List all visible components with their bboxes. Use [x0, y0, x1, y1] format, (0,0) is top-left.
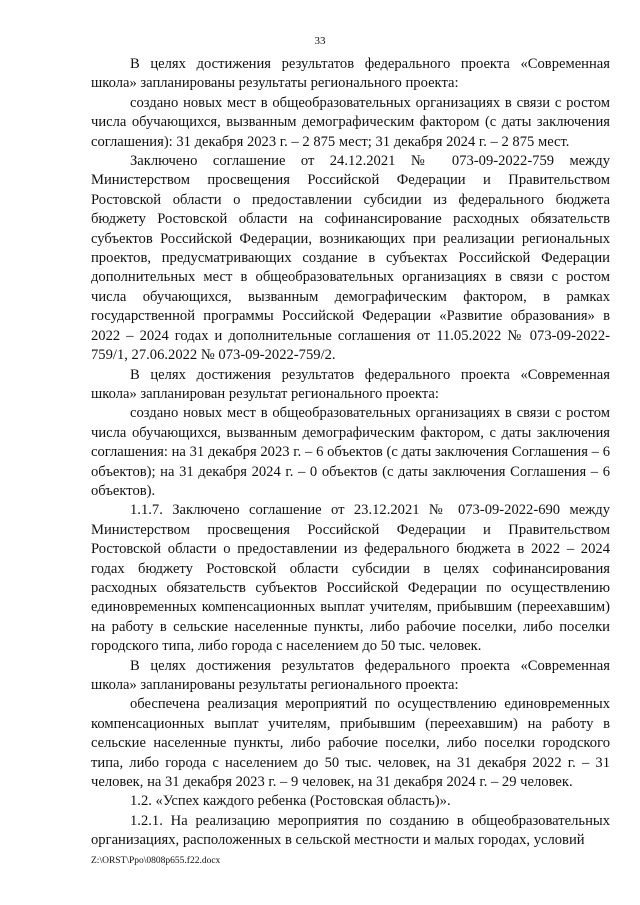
paragraph: обеспечена реализация мероприятий по осуществлению единовременных компенсационных выплат учителям, прибывшим (переехавшим) на работу в сельские населенные пункты, либо рабочие поселки, либо поселки городского типа, либо города с населением до 50 тыс. человек, на 31 декабря 2022 г. – 31 человек, на 31 декабря 2023 г. – 9 человек, на 31 декабря 2024 г. – 29 человек. [91, 696, 610, 791]
paragraph: создано новых мест в общеобразовательных организациях в связи с ростом числа обучающихся, вызванным демографическим фактором, с даты заключения соглашения: на 31 декабря 2023 г. – 6 объектов (с даты заключения Соглашения – 6 объектов); на 31 декабря 2024 г. – 0 объектов (с даты заключения Соглашения – 6 объектов). [91, 405, 610, 499]
paragraph: Заключено соглашение от 24.12.2021 № 073-09-2022-759 между Министерством просвещения Российской Федерации и Правительством Ростовской области о предоставлении субсидии из федерального бюджета бюджету Ростовской области на софинансирование расходных обязательств субъектов Российской Федерации, возникающих при реализации региональных проектов, предусматривающих создание в субъектах Российской Федерации дополнительных мест в общеобразовательных организациях в связи с ростом числа обучающихся, вызванным демографическим фактором, в рамках государственной программы Российской Федерации «Развитие образования» в 2022 – 2024 годах и дополнительные соглашения от 11.05.2022 № 073-09-2022-759/1, 27.06.2022 № 073-09-2022-759/2. [91, 153, 610, 364]
paragraph: В целях достижения результатов федерального проекта «Современная школа» запланированы результаты регионального проекта: [91, 657, 610, 693]
paragraph: создано новых мест в общеобразовательных организациях в связи с ростом числа обучающихся, вызванным демографическим фактором (с даты заключения соглашения): 31 декабря 2023 г. – 2 875 мест; 31 декабря 2024 г. – 2 875 мест. [91, 94, 610, 150]
file-path-footer: Z:\ORST\Ppo\0808p655.f22.docx [91, 856, 221, 866]
document-body [91, 55, 610, 851]
paragraph: 1.2. «Успех каждого ребенка (Ростовская область)». [130, 793, 451, 810]
page-number: 33 [314, 35, 326, 47]
paragraph: 1.2.1. На реализацию мероприятия по созданию в общеобразовательных организациях, расположенных в сельской местности и малых городах, условий [91, 812, 610, 849]
paragraph: В целях достижения результатов федерального проекта «Современная школа» запланированы результаты регионального проекта: [91, 56, 610, 92]
paragraph: 1.1.7. Заключено соглашение от 23.12.2021 № 073-09-2022-690 между Министерством просвещения Российской Федерации и Правительством Ростовской области о предоставлении из федерального бюджета в 2022 – 2024 годах бюджету Ростовской области субсидии в целях софинансирования расходных обязательств субъектов Российской Федерации по осуществлению единовременных компенсационных выплат учителям, прибывшим (переехавшим) на работу в сельские населенные пункты, либо рабочие поселки, либо поселки городского типа, либо города с населением до 50 тыс. человек. [91, 502, 610, 655]
paragraph: В целях достижения результатов федерального проекта «Современная школа» запланирован результат регионального проекта: [91, 366, 610, 402]
